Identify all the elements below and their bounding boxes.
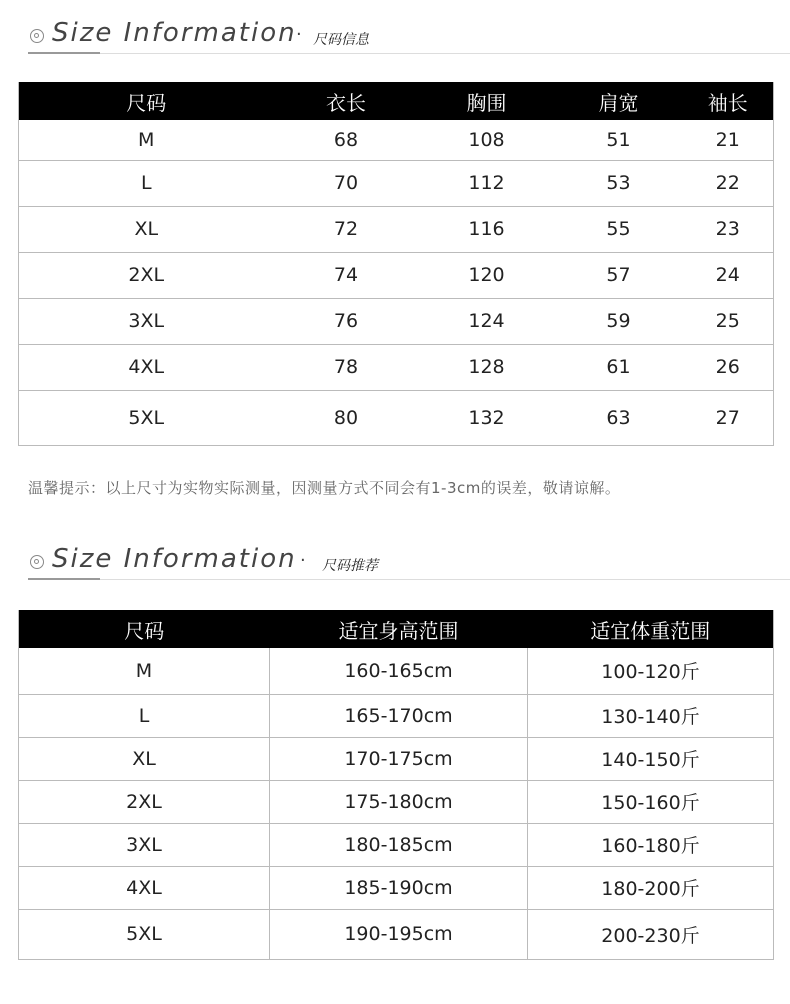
table-row bbox=[19, 780, 774, 823]
header-size: 尺码 bbox=[19, 82, 274, 120]
cell-sleeve: 27 bbox=[683, 390, 774, 445]
section-rule bbox=[100, 579, 790, 580]
cell-size: M bbox=[19, 648, 270, 694]
cell-height: 160-165cm bbox=[270, 648, 528, 694]
cell-size: 5XL bbox=[19, 909, 270, 959]
cell-shoulder: 63 bbox=[555, 390, 683, 445]
cell-length: 80 bbox=[274, 390, 419, 445]
table-row bbox=[19, 737, 774, 780]
cell-length: 72 bbox=[274, 206, 419, 252]
cell-height: 175-180cm bbox=[270, 780, 528, 823]
header-shoulder: 肩宽 bbox=[555, 82, 683, 120]
cell-size: 5XL bbox=[19, 390, 274, 445]
header-sleeve: 袖长 bbox=[683, 82, 774, 120]
cell-height: 190-195cm bbox=[270, 909, 528, 959]
section-title-cn: 尺码信息 bbox=[313, 32, 369, 48]
circle-target-icon bbox=[30, 555, 44, 569]
cell-height: 165-170cm bbox=[270, 694, 528, 737]
table-row bbox=[19, 120, 774, 160]
cell-length: 78 bbox=[274, 344, 419, 390]
recommend-table-header bbox=[19, 610, 774, 648]
measurement-tip: 温馨提示：以上尺寸为实物实际测量，因测量方式不同会有1-3cm的误差，敬请谅解。 bbox=[28, 479, 621, 497]
cell-shoulder: 51 bbox=[555, 120, 683, 160]
size-table bbox=[18, 82, 774, 446]
cell-size: 3XL bbox=[19, 298, 274, 344]
cell-chest: 132 bbox=[419, 390, 555, 445]
cell-size: XL bbox=[19, 206, 274, 252]
cell-sleeve: 23 bbox=[683, 206, 774, 252]
table-row bbox=[19, 252, 774, 298]
title-separator: · bbox=[300, 550, 306, 571]
header-length: 衣长 bbox=[274, 82, 419, 120]
cell-size: 2XL bbox=[19, 252, 274, 298]
cell-shoulder: 57 bbox=[555, 252, 683, 298]
section-header-size-info bbox=[28, 18, 790, 58]
section-title-en: Size Information bbox=[52, 18, 297, 48]
size-recommend-table bbox=[18, 610, 774, 960]
table-row bbox=[19, 206, 774, 252]
table-row bbox=[19, 160, 774, 206]
cell-chest: 112 bbox=[419, 160, 555, 206]
cell-weight: 140-150斤 bbox=[528, 737, 774, 780]
table-row bbox=[19, 298, 774, 344]
cell-weight: 150-160斤 bbox=[528, 780, 774, 823]
cell-weight: 200-230斤 bbox=[528, 909, 774, 959]
cell-sleeve: 21 bbox=[683, 120, 774, 160]
section-underline bbox=[28, 52, 100, 54]
cell-shoulder: 53 bbox=[555, 160, 683, 206]
cell-size: L bbox=[19, 160, 274, 206]
cell-shoulder: 59 bbox=[555, 298, 683, 344]
table-row bbox=[19, 823, 774, 866]
cell-sleeve: 25 bbox=[683, 298, 774, 344]
cell-weight: 160-180斤 bbox=[528, 823, 774, 866]
header-chest: 胸围 bbox=[419, 82, 555, 120]
cell-chest: 128 bbox=[419, 344, 555, 390]
cell-size: 4XL bbox=[19, 344, 274, 390]
cell-sleeve: 22 bbox=[683, 160, 774, 206]
cell-size: 2XL bbox=[19, 780, 270, 823]
table-row bbox=[19, 648, 774, 694]
table-row bbox=[19, 344, 774, 390]
section-title-en: Size Information bbox=[52, 544, 297, 574]
table-row bbox=[19, 909, 774, 959]
cell-chest: 124 bbox=[419, 298, 555, 344]
cell-length: 74 bbox=[274, 252, 419, 298]
cell-height: 185-190cm bbox=[270, 866, 528, 909]
size-table-header bbox=[19, 82, 774, 120]
cell-chest: 120 bbox=[419, 252, 555, 298]
section-header-size-recommend bbox=[28, 544, 790, 584]
section-title-cn: 尺码推荐 bbox=[322, 558, 378, 574]
cell-length: 70 bbox=[274, 160, 419, 206]
title-separator: · bbox=[296, 24, 302, 45]
section-rule bbox=[100, 53, 790, 54]
cell-height: 170-175cm bbox=[270, 737, 528, 780]
cell-length: 68 bbox=[274, 120, 419, 160]
cell-shoulder: 55 bbox=[555, 206, 683, 252]
cell-weight: 130-140斤 bbox=[528, 694, 774, 737]
cell-shoulder: 61 bbox=[555, 344, 683, 390]
header-size: 尺码 bbox=[19, 610, 270, 648]
cell-length: 76 bbox=[274, 298, 419, 344]
cell-size: L bbox=[19, 694, 270, 737]
circle-target-icon bbox=[30, 29, 44, 43]
table-row bbox=[19, 694, 774, 737]
cell-height: 180-185cm bbox=[270, 823, 528, 866]
cell-size: XL bbox=[19, 737, 270, 780]
cell-sleeve: 26 bbox=[683, 344, 774, 390]
section-underline bbox=[28, 578, 100, 580]
cell-size: 3XL bbox=[19, 823, 270, 866]
cell-chest: 116 bbox=[419, 206, 555, 252]
table-row bbox=[19, 390, 774, 445]
cell-weight: 180-200斤 bbox=[528, 866, 774, 909]
cell-chest: 108 bbox=[419, 120, 555, 160]
cell-size: M bbox=[19, 120, 274, 160]
cell-weight: 100-120斤 bbox=[528, 648, 774, 694]
cell-sleeve: 24 bbox=[683, 252, 774, 298]
header-height-range: 适宜身高范围 bbox=[270, 610, 528, 648]
table-row bbox=[19, 866, 774, 909]
cell-size: 4XL bbox=[19, 866, 270, 909]
header-weight-range: 适宜体重范围 bbox=[528, 610, 774, 648]
